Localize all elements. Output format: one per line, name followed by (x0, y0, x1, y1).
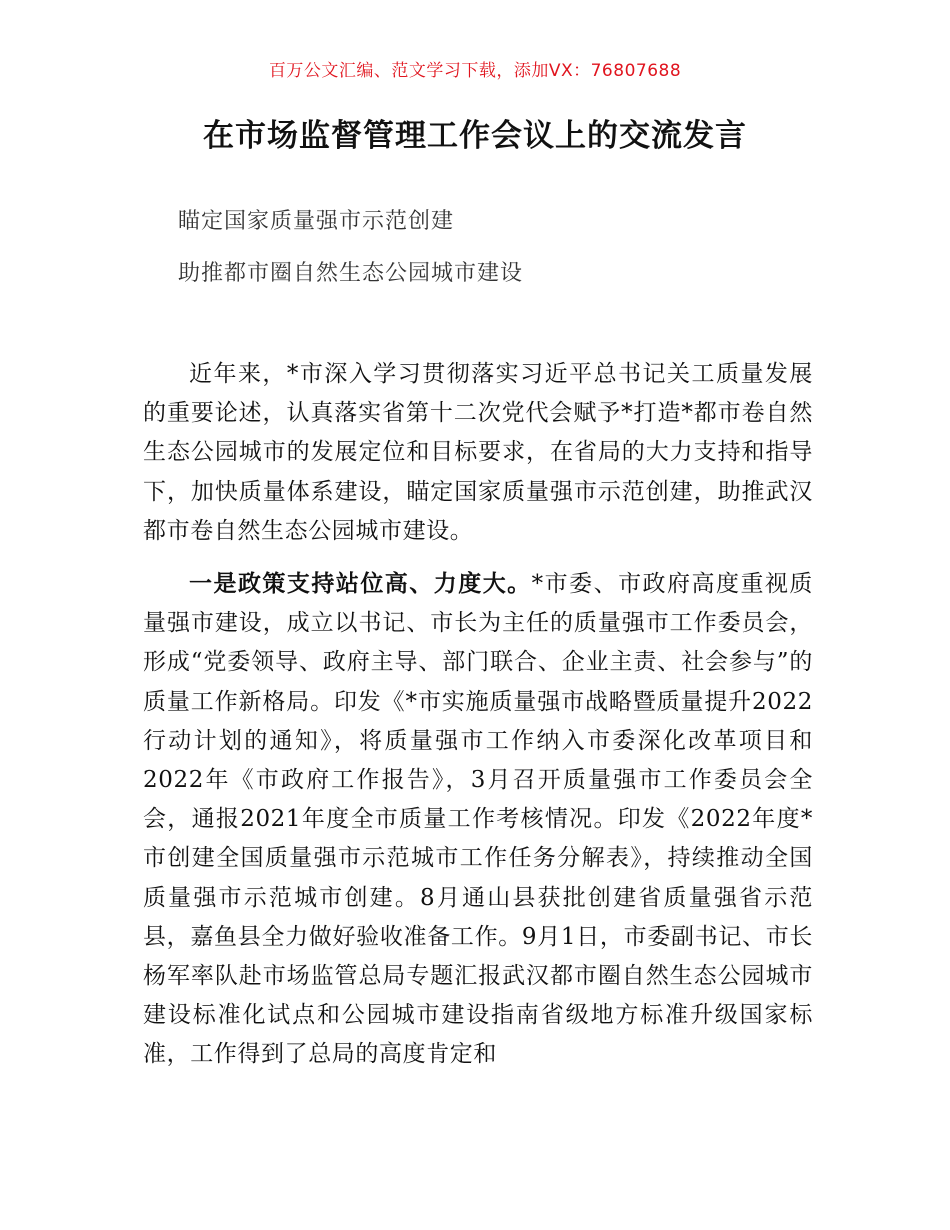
header-banner: 百万公文汇编、范文学习下载，添加VX：76807688 (268, 61, 682, 81)
subtitle-line-2: 助推都市圈自然生态公园城市建设 (178, 261, 524, 286)
paragraph-lead-heading: 一是政策支持站位高、力度大。 (189, 571, 532, 598)
paragraph-intro (143, 355, 813, 551)
paragraph-policy-support (143, 565, 813, 1075)
subtitle-line-1: 瞄定国家质量强市示范创建 (178, 209, 455, 234)
document-body (143, 355, 813, 1089)
paragraph-policy-support-text: *市委、市政府高度重视质量强市建设，成立以书记、市长为主任的质量强市工作委员会，形成“党委领导、政府主导、部门联合、企业主责、社会参与”的质量工作新格局。印发《*市实施质量强市战略暨质量提升2022行动计划的通知》，将质量强市工作纳入市委深化改革项目和2022年《市政府工作报告》，3月召开质量强市工作委员会全会，通报2021年度全市质量工作考核情况。印发《2022年度*市创建全国质量强市示范城市工作任务分解表》，持续推动全国质量强市示范城市创建。8月通山县获批创建省质量强省示范县，嘉鱼县全力做好验收准备工作。9月1日，市委副书记、市长杨军率队赴市场监管总局专题汇报武汉都市圈自然生态公园城市建设标准化试点和公园城市建设指南省级地方标准升级国家标准，工作得到了总局的高度肯定和 (143, 571, 814, 1068)
page-title: 在市场监督管理工作会议上的交流发言 (203, 118, 747, 154)
paragraph-intro-text: 近年来，*市深入学习贯彻落实习近平总书记关工质量发展的重要论述，认真落实省第十二次党代会赋予*打造*都市卷自然生态公园城市的发展定位和目标要求，在省局的大力支持和指导下，加快质量体系建设，瞄定国家质量强市示范创建，助推武汉都市卷自然生态公园城市建设。 (143, 361, 813, 544)
